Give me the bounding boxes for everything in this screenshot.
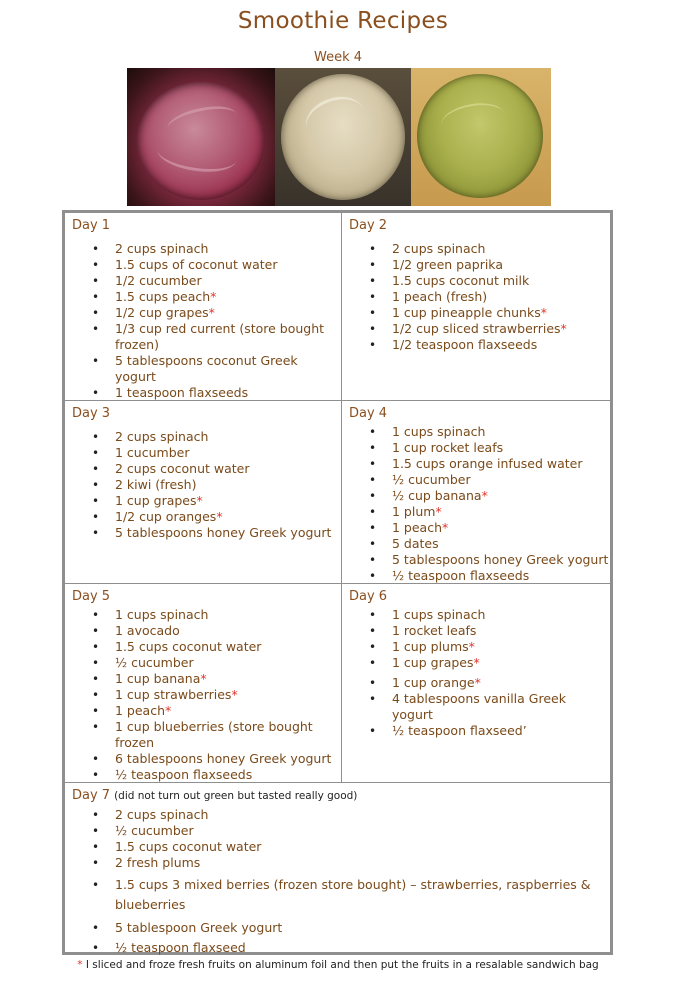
list-item: • 1 peach (fresh) [392,289,567,305]
day-4-label: Day 4 [349,406,388,421]
list-item: • 1.5 cups coconut water [115,839,591,855]
list-item: • 1.5 cups 3 mixed berries (frozen store bought) – strawberries, raspberries & blueberries [115,875,591,915]
day-3-cell [64,400,342,584]
day-6-cell [341,583,611,783]
star-marker: * [481,488,488,503]
smoothie-banana-photo [275,68,411,206]
list-item: • 1.5 cups coconut water [115,639,331,655]
list-item: • 1.5 cups orange infused water [392,456,608,472]
star-marker: * [77,959,83,971]
smoothie-photos [127,68,551,206]
list-item: • 5 tablespoon Greek yogurt [115,918,591,938]
list-item: • 1/2 cucumber [115,273,324,289]
footnote [0,959,676,971]
star-marker: * [473,655,480,670]
list-item: • 5 tablespoons honey Greek yogurt [392,552,608,568]
list-item: • 1/2 cup oranges* [115,509,331,525]
day-3-label: Day 3 [72,406,111,421]
list-item: • ½ cup banana* [392,488,608,504]
day-2-list [392,241,567,353]
list-item: • 1 cup orange* [392,675,566,691]
star-marker: * [435,504,442,519]
page-title: Smoothie Recipes [237,8,449,34]
list-item: • 1 avocado [115,623,331,639]
day-5-list [115,607,331,783]
list-item: • 1 peach* [115,703,331,719]
star-marker: * [216,509,223,524]
day-7-note: (did not turn out green but tasted really good) [114,790,358,802]
list-item: • 1.5 cups peach* [115,289,324,305]
list-item: • 2 cups coconut water [115,461,331,477]
list-item: • 2 fresh plums [115,855,591,871]
day-7-cell [64,782,611,953]
list-item: • ½ teaspoon flaxseeds [115,767,331,783]
star-marker: * [208,305,215,320]
list-item: • 2 cups spinach [115,241,324,257]
list-item: • 1 cup blueberries (store bought frozen [115,719,331,751]
list-item: • ½ teaspoon flaxseed’ [392,723,566,739]
star-marker: * [560,321,567,336]
list-item: • 1 cup grapes* [392,655,566,671]
day-6-list [392,607,566,739]
day-4-list [392,424,608,584]
list-item: • 2 cups spinach [115,807,591,823]
star-marker: * [210,289,217,304]
day-6-label: Day 6 [349,589,388,604]
list-item: • 1 cups spinach [392,424,608,440]
star-marker: * [200,671,207,686]
list-item: • 1/2 teaspoon flaxseeds [392,337,567,353]
recipe-table [62,210,613,955]
list-item: • ½ teaspoon flaxseeds [392,568,608,584]
list-item: • 1 teaspoon flaxseeds [115,385,324,401]
list-item: • ½ teaspoon flaxseed [115,938,591,958]
page-subtitle: Week 4 [313,50,363,65]
star-marker: * [231,687,238,702]
day-1-cell [64,212,342,401]
list-item: • 2 cups spinach [392,241,567,257]
day-2-cell [341,212,611,401]
list-item: • 1 cucumber [115,445,331,461]
day-3-list [115,429,331,541]
list-item: • 2 cups spinach [115,429,331,445]
list-item: • 1 rocket leafs [392,623,566,639]
star-marker: * [468,639,475,654]
list-item: • 6 tablespoons honey Greek yogurt [115,751,331,767]
list-item: • ½ cucumber [392,472,608,488]
star-marker: * [442,520,449,535]
day-7-list [115,807,591,958]
list-item: • 1 cup pineapple chunks* [392,305,567,321]
list-item: • ½ cucumber [115,655,331,671]
list-item: • 5 tablespoons honey Greek yogurt [115,525,331,541]
smoothie-berry-photo [127,68,275,206]
list-item: • 1 cups spinach [115,607,331,623]
list-item: • 1/2 cup sliced strawberries* [392,321,567,337]
footnote-text: I sliced and froze fresh fruits on aluminum foil and then put the fruits in a resalable sandwich bag [85,959,599,971]
list-item: • 1.5 cups coconut milk [392,273,567,289]
list-item: • 1/2 cup grapes* [115,305,324,321]
list-item: • 1 peach* [392,520,608,536]
star-marker: * [540,305,547,320]
smoothie-green-photo [411,68,551,206]
list-item: • 5 dates [392,536,608,552]
day-7-label: Day 7 (did not turn out green but tasted really good) [72,788,358,803]
list-item: • 1 cups spinach [392,607,566,623]
list-item: • 1 plum* [392,504,608,520]
star-marker: * [196,493,203,508]
day-5-cell [64,583,342,783]
list-item: • 1 cup grapes* [115,493,331,509]
list-item: • 1 cup plums* [392,639,566,655]
list-item: • ½ cucumber [115,823,591,839]
list-item: • 1 cup rocket leafs [392,440,608,456]
list-item: • 1/2 green paprika [392,257,567,273]
day-4-cell [341,400,611,584]
list-item: • 1 cup banana* [115,671,331,687]
day-1-list [115,241,324,401]
list-item: • 5 tablespoons coconut Greek yogurt [115,353,324,385]
list-item: • 2 kiwi (fresh) [115,477,331,493]
star-marker: * [165,703,172,718]
day-5-label: Day 5 [72,589,111,604]
day-1-label: Day 1 [72,218,111,233]
list-item: • 1/3 cup red current (store bought frozen) [115,321,324,353]
list-item: • 1 cup strawberries* [115,687,331,703]
list-item: • 1.5 cups of coconut water [115,257,324,273]
star-marker: * [474,675,481,690]
list-item: • 4 tablespoons vanilla Greek yogurt [392,691,566,723]
day-2-label: Day 2 [349,218,388,233]
